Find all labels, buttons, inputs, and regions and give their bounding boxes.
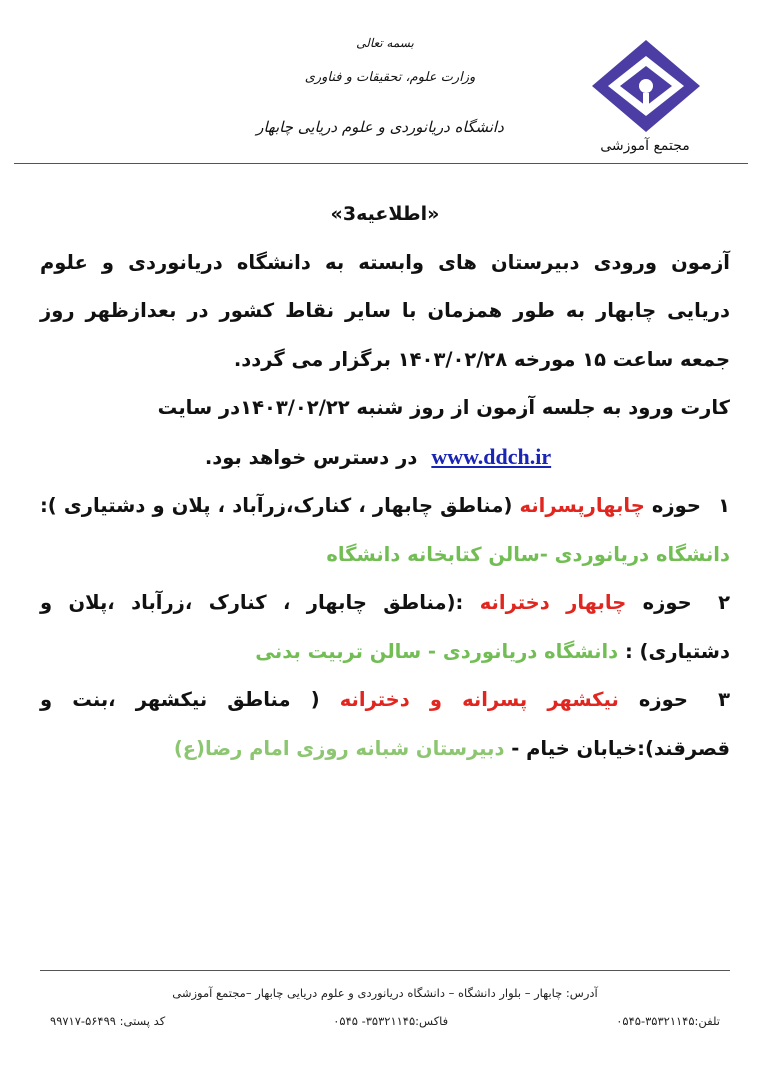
venue-number: ۲ — [718, 591, 731, 614]
footer-fax: فاکس:۳۵۳۲۱۱۴۵- ۰۵۴۵ — [333, 1014, 449, 1028]
venue-location: دانشگاه دریانوردی -سالن کتابخانه دانشگاه — [326, 542, 730, 566]
basmala: بسمه تعالی — [356, 36, 414, 50]
venue-regions: ( مناطق نیکشهر ،بنت و قصرقند):خیابان خیام - — [40, 688, 730, 760]
announcement-paragraph-1: آزمون ورودی دبیرستان های وابسته به دانشگاه دریانوردی و علوم دریایی چابهار به طور همزمان با سایر نقاط کشور در بعدازظهر روز جمعه ساعت ۱۵ مورخه ۱۴۰۳/۰۲/۲۸ برگزار می گردد. — [40, 250, 730, 371]
venue-area: چابهار دخترانه — [479, 591, 627, 614]
venue-location: دبیرستان شبانه روزی امام رضا(ع) — [173, 736, 505, 760]
logo-caption: مجتمع آموزشی — [600, 138, 690, 154]
venue-number: ۳ — [718, 688, 730, 711]
announcement-body — [40, 190, 730, 773]
header-divider — [14, 163, 748, 164]
footer-address: آدرس: چابهار – بلوار دانشگاه – دانشگاه دریانوردی و علوم دریایی چابهار –مجتمع آموزشی — [172, 986, 598, 1000]
venue-area: نیکشهر پسرانه و دخترانه — [339, 688, 619, 711]
website-link[interactable]: www.ddch.ir — [431, 443, 552, 469]
university-name: دانشگاه دریانوردی و علوم دریایی چابهار — [256, 118, 504, 136]
venue-prefix: حوزه — [642, 591, 692, 614]
letterhead — [0, 0, 766, 165]
exam-venue-1 — [40, 482, 730, 579]
venue-prefix: حوزه — [638, 688, 688, 711]
footer-postal-code: کد پستی: ۵۶۴۹۹-۹۹۷۱۷ — [50, 1014, 166, 1028]
exam-venue-2 — [40, 579, 730, 676]
venue-location: دانشگاه دریانوردی - سالن تربیت بدنی — [255, 639, 619, 663]
announcement-paragraph-2: کارت ورود به جلسه آزمون از روز شنبه ۱۴۰۳/۰۲/۲۲در سایت — [157, 396, 730, 419]
link-line-end: در دسترس خواهد بود. — [204, 445, 418, 469]
venue-number: ۱ — [718, 494, 730, 517]
announcement-link-line — [40, 433, 730, 483]
ministry-name: وزارت علوم، تحقیقات و فناوری — [304, 70, 476, 85]
venue-area: چابهارپسرانه — [519, 494, 645, 517]
venue-regions: :(مناطق چابهار ، کنارک ،زرآباد ،پلان و دشتیاری) : — [40, 591, 730, 663]
university-logo — [588, 36, 704, 136]
footer-divider — [40, 970, 730, 971]
venue-regions: (مناطق چابهار ، کنارک،زرآباد ، پلان و دشتیاری ): — [40, 494, 513, 517]
venue-prefix: حوزه — [651, 494, 701, 517]
footer-contacts — [40, 1014, 730, 1028]
footer-phone: تلفن:۳۵۳۲۱۱۴۵-۰۵۴۵ — [616, 1014, 720, 1028]
announcement-title: «اطلاعیه3» — [330, 203, 440, 225]
exam-venue-3 — [40, 676, 730, 773]
